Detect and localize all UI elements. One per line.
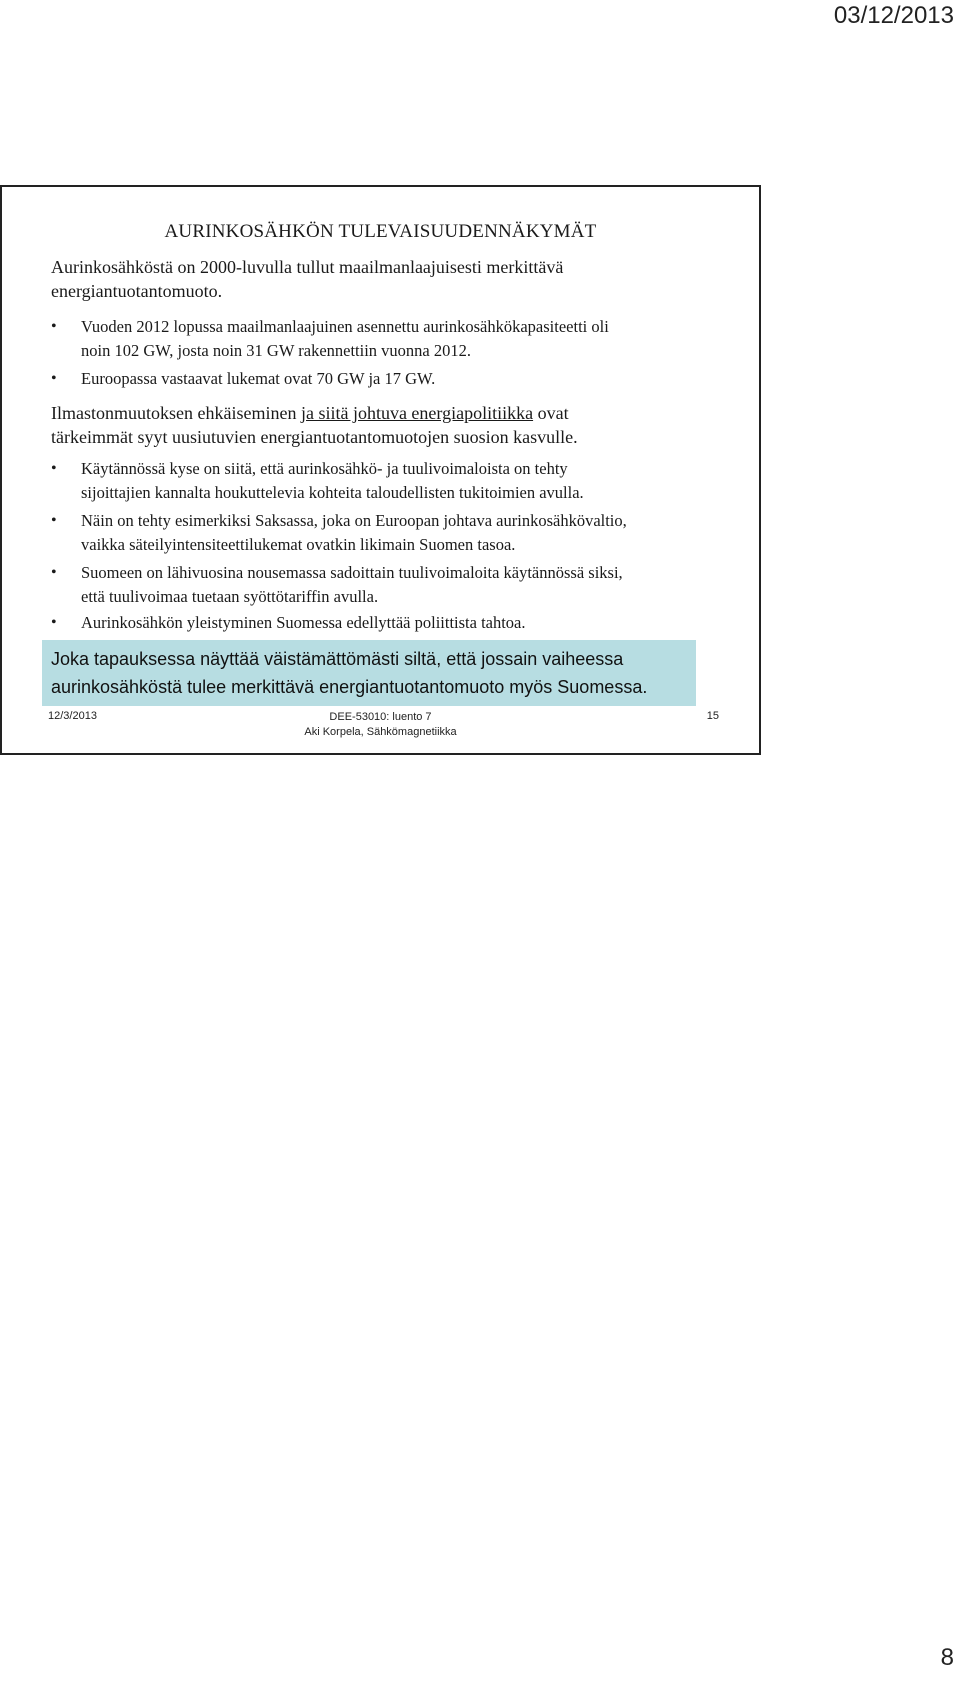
bullet-line: Vuoden 2012 lopussa maailmanlaajuinen asennettu aurinkosähkökapasiteetti oli	[81, 317, 609, 336]
bullet-icon: •	[51, 614, 57, 631]
intro-paragraph: Aurinkosähköstä on 2000-luvulla tullut maailmanlaajuisesti merkittävä energiantuotantomuoto.	[51, 257, 564, 301]
paragraph-2-text: Ilmastonmuutoksen ehkäiseminen	[51, 403, 301, 423]
bullet-item	[51, 315, 731, 363]
paragraph-2-line2: tärkeimmät syyt uusiutuvien energiantuotantomuotojen suosion kasvulle.	[51, 427, 578, 447]
bullet-icon: •	[51, 370, 57, 387]
bullet-item	[51, 457, 731, 505]
bullet-icon: •	[51, 512, 57, 529]
footer-course-code: DEE-53010: luento 7	[329, 711, 432, 723]
bullet-line: Suomeen on lähivuosina nousemassa sadoittain tuulivoimaloita käytännössä siksi,	[81, 563, 623, 582]
conclusion-line: aurinkosähköstä tulee merkittävä energiantuotantomuoto myös Suomessa.	[51, 677, 648, 697]
bullet-icon: •	[51, 564, 57, 581]
paragraph-2-underlined: ja siitä johtuva energiapolitiikka	[300, 403, 534, 423]
bullet-line: noin 102 GW, josta noin 31 GW rakennettiin vuonna 2012.	[81, 341, 471, 360]
bullet-line: että tuulivoimaa tuetaan syöttötariffin avulla.	[81, 587, 379, 606]
bullet-item	[51, 367, 731, 391]
bullet-line: vaikka säteilyintensiteettilukemat ovatkin likimain Suomen tasoa.	[81, 535, 516, 554]
conclusion-line: Joka tapauksessa näyttää väistämättömästi siltä, että jossain vaiheessa	[51, 649, 624, 669]
conclusion-text	[51, 645, 701, 701]
bullet-line: Aurinkosähkön yleistyminen Suomessa edellyttää poliittista tahtoa.	[81, 613, 526, 632]
footer-date: 12/3/2013	[48, 710, 97, 722]
footer-slide-number: 15	[706, 710, 719, 722]
bullet-line: Näin on tehty esimerkiksi Saksassa, joka on Euroopan johtava aurinkosähkövaltio,	[81, 511, 627, 530]
paragraph-2-text-end: ovat	[533, 403, 569, 423]
bullet-item	[51, 509, 731, 557]
paragraph-2	[51, 401, 731, 449]
bullet-line: sijoittajien kannalta houkuttelevia kohteita taloudellisten tukitoimien avulla.	[81, 483, 584, 502]
page-date: 03/12/2013	[833, 2, 954, 29]
bullet-item	[51, 561, 731, 609]
bullet-line: Käytännössä kyse on siitä, että aurinkosähkö- ja tuulivoimaloista on tehty	[81, 459, 568, 478]
slide-title: AURINKOSÄHKÖN TULEVAISUUDENNÄKYMÄT	[164, 221, 597, 242]
bullet-item	[51, 611, 731, 635]
page-number: 8	[940, 1644, 954, 1671]
footer-course	[2, 710, 759, 740]
bullet-icon: •	[51, 460, 57, 477]
slide	[0, 185, 761, 755]
footer-author: Aki Korpela, Sähkömagnetiikka	[304, 726, 457, 738]
bullet-icon: •	[51, 318, 57, 335]
bullet-line: Euroopassa vastaavat lukemat ovat 70 GW ja 17 GW.	[81, 369, 436, 388]
